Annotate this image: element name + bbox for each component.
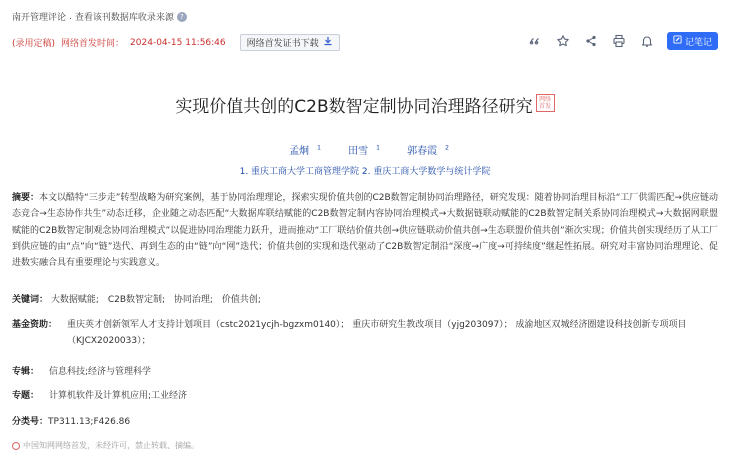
star-icon[interactable] (549, 31, 577, 51)
take-note-button[interactable] (667, 32, 718, 50)
help-icon[interactable]: ? (177, 12, 187, 22)
keyword-link[interactable]: C2B数智定制; (107, 295, 166, 305)
publish-meta (12, 34, 340, 51)
article-title: 实现价值共创的C2B数智定制协同治理路径研究 (175, 97, 533, 117)
copyright-note (12, 440, 199, 451)
keywords-label: 关键词： (12, 295, 49, 305)
copyright-text: 中国知网网络首发，未经许可，禁止转载、摘编。 (23, 441, 199, 450)
abstract-text: 本文以酷特“三步走”转型战略为研究案例，基于协同治理理论，探索实现价值共创的C2B数智定制协同治理路径，研究发现：随着协同治理目标沿“工厂供需匹配→供应链动态竞合→生态协作共生”动态迁移，企业随之动态匹配“大数据库联结赋能的C2B数智定制内容协同治理模式→大数据链联动赋能的C2B数智定制关系协同治理模式→大数据网联盟赋能的C2B数智定制观念协同治理模式”以促进协同治理能力跃升，进而推动“工厂联结价值共创→供应链联动价值共创→生态联盟价值共创”渐次实现；价值共创实现经历了从工厂到供应链的由“点”向“链”迭代、再到生态的由“链”向“网”迭代；价值共创的实现和迭代驱动了C2B数智定制沿“深度→广度→可持续度”继起性拓展。研究对丰富协同治理理论、促进数实融合具有重要理论与实践意义。 (12, 193, 718, 269)
quote-icon[interactable] (521, 31, 549, 51)
author-link[interactable]: 孟炯 $^1$ (289, 144, 321, 157)
journal-link[interactable]: 南开管理评论 (12, 13, 67, 23)
classification-value: TP311.13;F426.86 (48, 417, 131, 427)
funding-text[interactable]: 重庆英才创新领军人才支持计划项目（cstc2021ycjh-bgzxm0140）； 重庆市研究生教改项目（yjg203097）； 成渝地区双城经济圈建设科技创新专项项目（KJCX2020033）； (67, 320, 687, 347)
category-label: 专辑： (12, 367, 40, 377)
pencil-icon (673, 35, 682, 47)
abstract (12, 190, 718, 271)
topic-label: 专题： (12, 391, 40, 401)
classification-label: 分类号： (12, 417, 49, 427)
keyword-link[interactable]: 价值共创; (221, 295, 261, 305)
certificate-download-label: 网络首发证书下载 (246, 39, 319, 49)
copyright-icon (12, 442, 20, 450)
funding-label: 基金资助： (12, 320, 58, 330)
print-icon[interactable] (605, 31, 633, 51)
keyword-link[interactable]: 协同治理; (173, 295, 213, 305)
keyword-link[interactable]: 大数据赋能; (50, 295, 99, 305)
author-list (0, 142, 730, 157)
source-line (12, 10, 187, 23)
category-row (12, 364, 718, 380)
author-link[interactable]: 郭春霞 $^2$ (407, 144, 449, 157)
bell-icon[interactable] (633, 31, 661, 51)
take-note-label: 记笔记 (684, 37, 712, 48)
status-label: (录用定稿) (12, 39, 56, 49)
category-value: 信息科技;经济与管理科学 (49, 367, 152, 377)
affiliations[interactable]: 1. 重庆工商大学工商管理学院 2. 重庆工商大学数学与统计学院 (239, 167, 491, 177)
author-link[interactable]: 田雪 $^1$ (348, 144, 380, 157)
article-toolbar (521, 31, 718, 51)
keywords-row (12, 292, 718, 308)
topic-row (12, 388, 718, 404)
online-first-badge: 网络首发 (536, 94, 555, 112)
funding-row (12, 317, 718, 350)
publish-time: 2024-04-15 11:56:46 (130, 37, 226, 48)
classification-row (12, 414, 718, 430)
index-source-link[interactable]: 查看该刊数据库收录来源 (74, 13, 174, 23)
topic-value: 计算机软件及计算机应用;工业经济 (49, 391, 188, 401)
download-icon (323, 36, 333, 49)
certificate-download-button[interactable] (240, 34, 340, 51)
article-title-row (0, 92, 730, 117)
share-icon[interactable] (577, 31, 605, 51)
abstract-label: 摘要： (12, 193, 40, 203)
separator: . (69, 11, 72, 22)
publish-time-label: 网络首发时间： (61, 39, 125, 49)
